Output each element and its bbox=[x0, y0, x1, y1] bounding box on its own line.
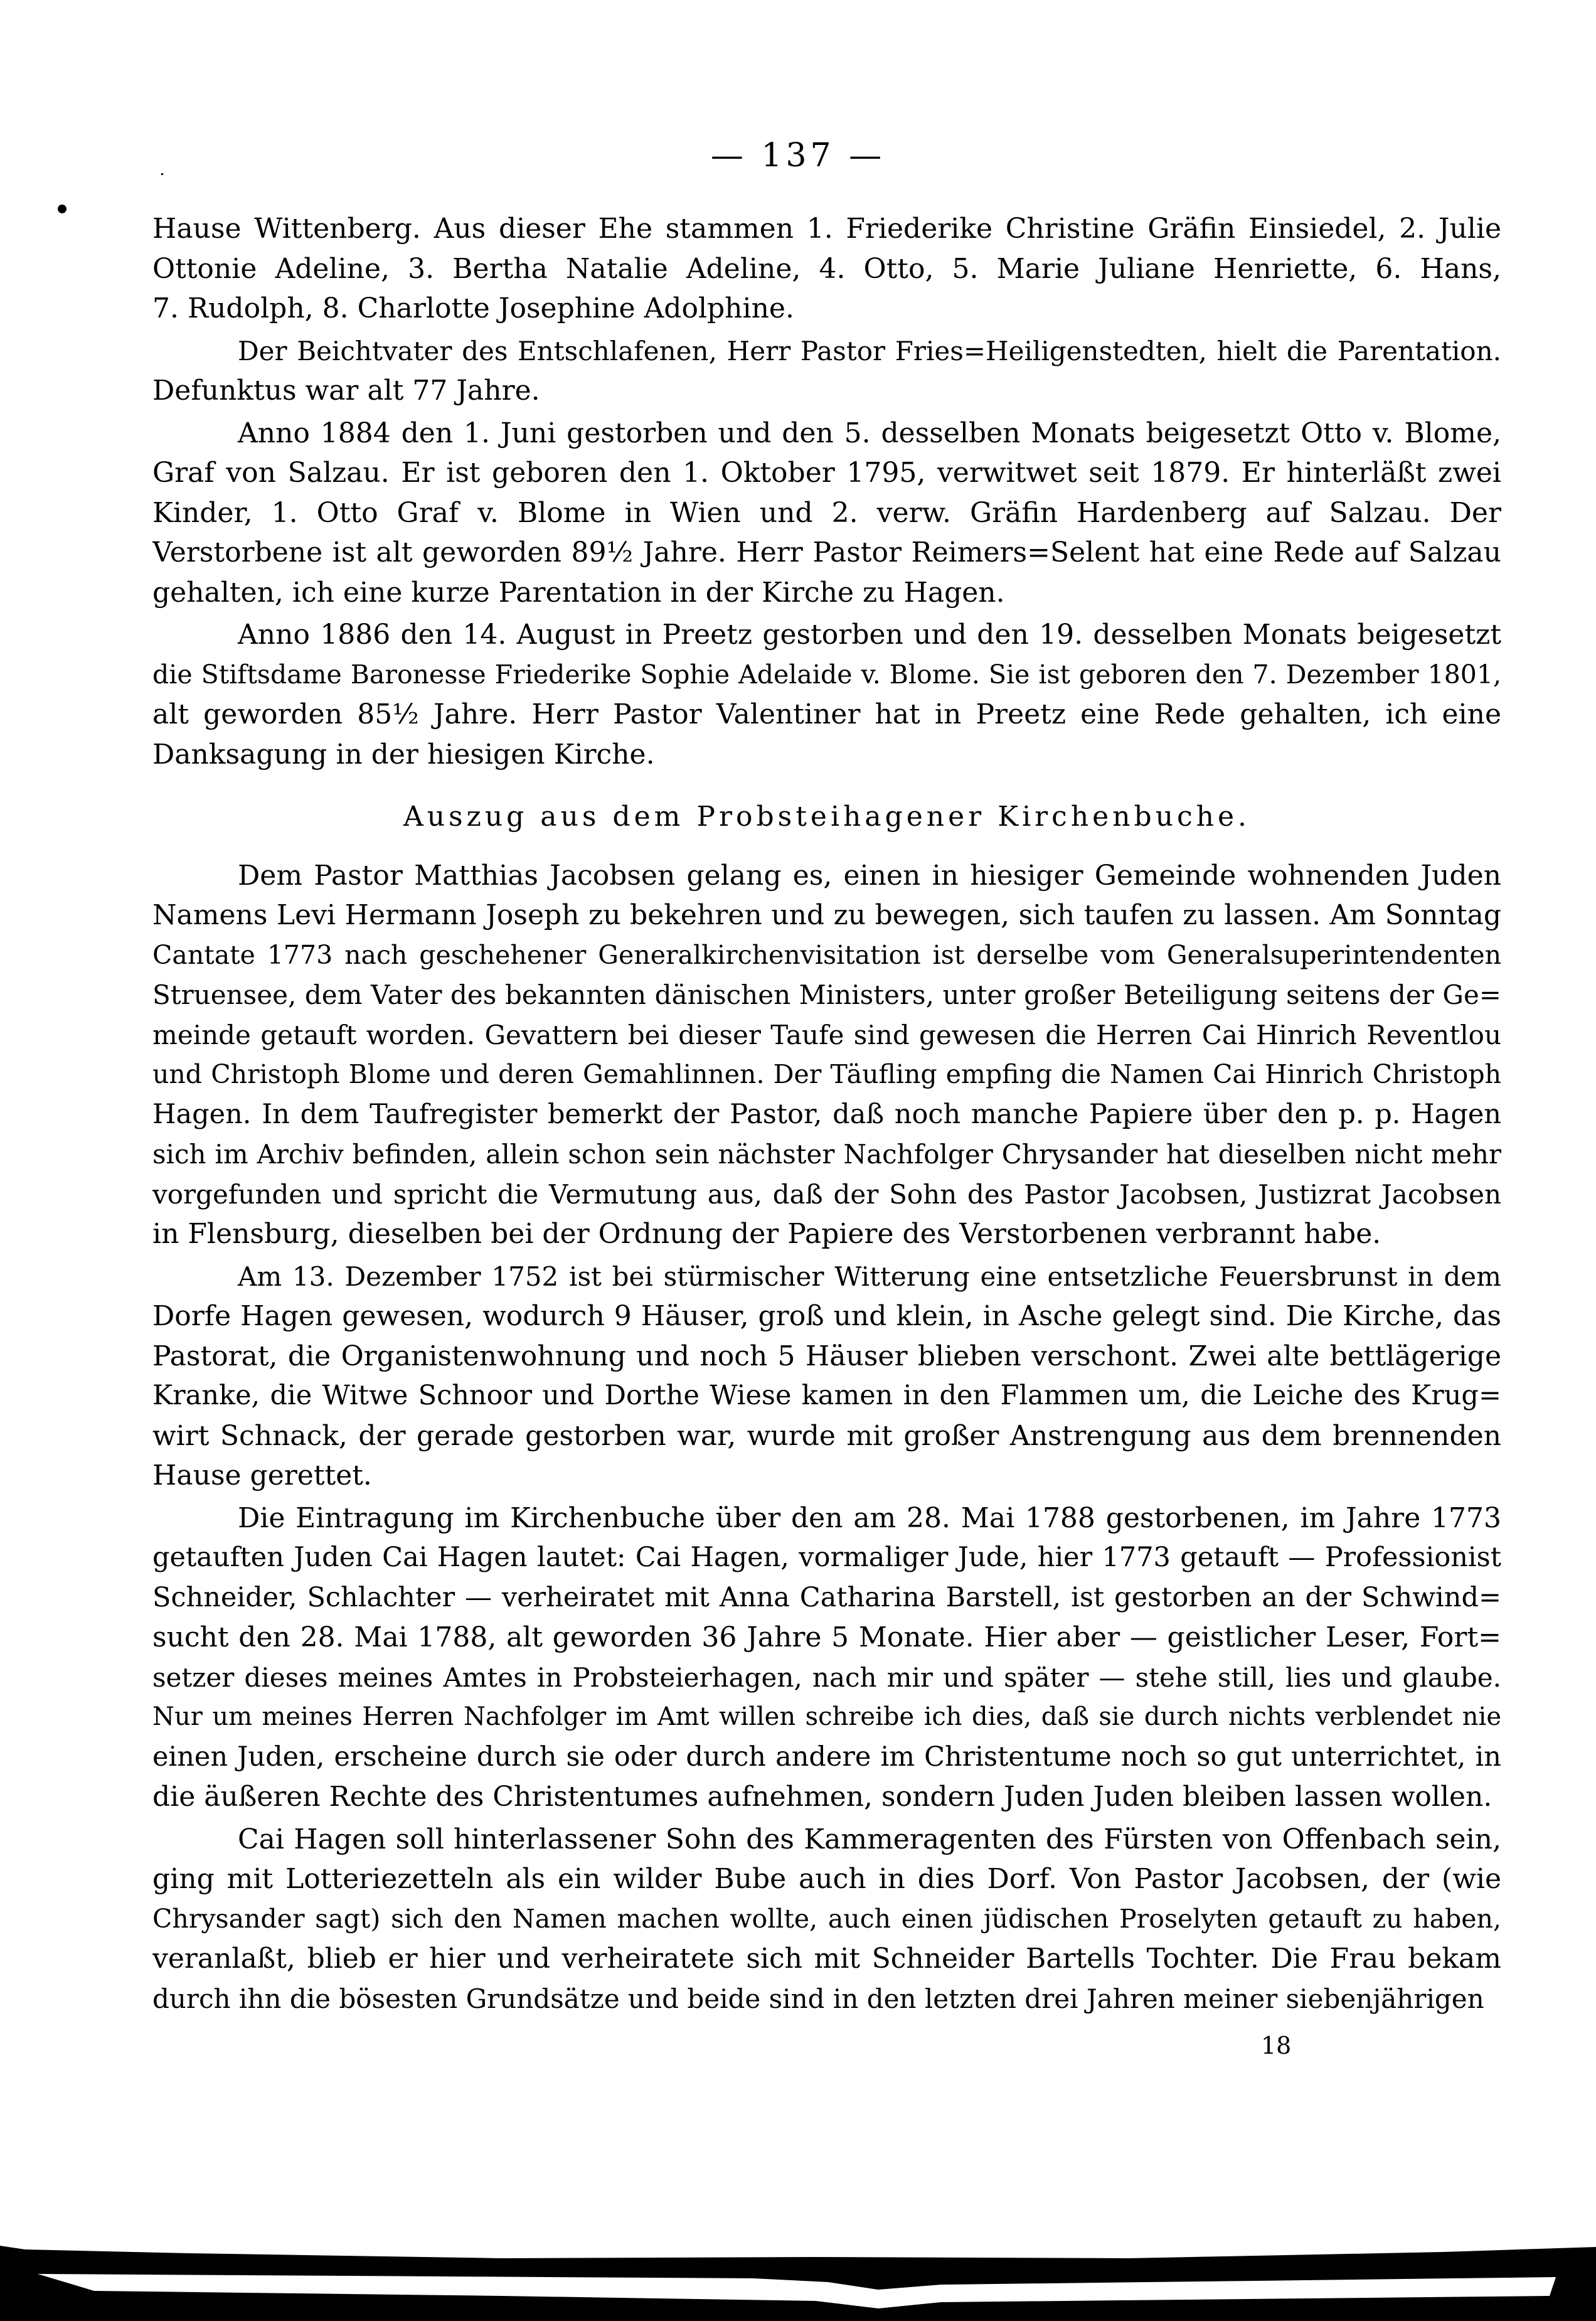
text-line: Am 13. Dezember 1752 ist bei stürmischer Witterung eine entsetzliche Feuersbrunst in dem bbox=[238, 1261, 1501, 1292]
text-line: ging mit Lotteriezetteln als ein wilder Bube auch in dies Dorf. Von Pastor Jacobsen, der (wie bbox=[152, 1863, 1501, 1895]
text-line: Hagen. In dem Taufregister bemerkt der Pastor, daß noch manche Papiere über den p. p. Hagen bbox=[152, 1098, 1501, 1130]
text-line: vorgefunden und spricht die Vermutung aus, daß der Sohn des Pastor Jacobsen, Justizrat Jacobsen bbox=[152, 1178, 1501, 1210]
paragraph bbox=[152, 1498, 1501, 1817]
text-line: Danksagung in der hiesigen Kirche. bbox=[152, 738, 655, 771]
text-line: Kinder, 1. Otto Graf v. Blome in Wien und 2. verw. Gräfin Hardenberg auf Salzau. Der bbox=[152, 496, 1501, 529]
section-heading: Auszug aus dem Probsteihagener Kirchenbuche. bbox=[403, 801, 1251, 833]
text-line: Hause gerettet. bbox=[152, 1459, 372, 1491]
paragraph bbox=[152, 331, 1501, 411]
text-line: Dorfe Hagen gewesen, wodurch 9 Häuser, groß und klein, in Asche gelegt sind. Die Kirche, das bbox=[152, 1300, 1501, 1332]
paragraph bbox=[152, 615, 1501, 774]
paragraphs-after-heading bbox=[152, 856, 1501, 2019]
signature-mark: 18 bbox=[1261, 2032, 1292, 2059]
text-line: sich im Archiv befinden, allein schon sein nächster Nachfolger Chrysander hat dieselben nicht mehr bbox=[152, 1139, 1501, 1170]
text-line: Die Eintragung im Kirchenbuche über den am 28. Mai 1788 gestorbenen, im Jahre 1773 bbox=[238, 1502, 1501, 1534]
text-line: meinde getauft worden. Gevattern bei dieser Taufe sind gewesen die Herren Cai Hinrich Reventlou bbox=[152, 1019, 1501, 1050]
text-line: einen Juden, erscheine durch sie oder durch andere im Christentume noch so gut unterrichtet, in bbox=[152, 1741, 1501, 1773]
text-line: Cantate 1773 nach geschehener Generalkirchenvisitation ist derselbe vom Generalsuperintendenten bbox=[152, 939, 1501, 970]
text-line: Struensee, dem Vater des bekannten dänischen Ministers, unter großer Beteiligung seitens der Ge= bbox=[152, 979, 1501, 1010]
text-line: Anno 1886 den 14. August in Preetz gestorben und den 19. desselben Monats beigesetzt bbox=[238, 619, 1501, 651]
text-line: alt geworden 85½ Jahre. Herr Pastor Valentiner hat in Preetz eine Rede gehalten, ich eine bbox=[152, 698, 1501, 730]
text-line: in Flensburg, dieselben bei der Ordnung der Papiere des Verstorbenen verbrannt habe. bbox=[152, 1218, 1381, 1250]
text-line: Nur um meines Herren Nachfolger im Amt willen schreibe ich dies, daß sie durch nichts verblendet nie bbox=[152, 1702, 1501, 1731]
text-line: Graf von Salzau. Er ist geboren den 1. Oktober 1795, verwitwet seit 1879. Er hinterläßt zwei bbox=[152, 457, 1501, 489]
text-line: Der Beichtvater des Entschlafenen, Herr Pastor Fries=Heiligenstedten, hielt die Parentation. bbox=[238, 335, 1501, 366]
text-line: und Christoph Blome und deren Gemahlinnen. Der Täufling empfing die Namen Cai Hinrich Christoph bbox=[152, 1059, 1501, 1089]
text-line: Verstorbene ist alt geworden 89½ Jahre. Herr Pastor Reimers=Selent hat eine Rede auf Salzau bbox=[152, 536, 1501, 568]
text-line: sucht den 28. Mai 1788, alt geworden 36 Jahre 5 Monate. Hier aber — geistlicher Leser, Fort= bbox=[152, 1621, 1501, 1653]
text-line: Chrysander sagt) sich den Namen machen wollte, auch einen jüdischen Proselyten getauft zu haben, bbox=[152, 1903, 1501, 1934]
text-line: Pastorat, die Organistenwohnung und noch 5 Häuser blieben verschont. Zwei alte bettlägerige bbox=[152, 1340, 1501, 1372]
paragraph bbox=[152, 1257, 1501, 1496]
paragraph bbox=[152, 414, 1501, 613]
text-line: Ottonie Adeline, 3. Bertha Natalie Adeline, 4. Otto, 5. Marie Juliane Henriette, 6. Hans, bbox=[152, 252, 1501, 285]
text-line: Cai Hagen soll hinterlassener Sohn des Kammeragenten des Fürsten von Offenbach sein, bbox=[238, 1823, 1501, 1855]
text-line: Schneider, Schlachter — verheiratet mit Anna Catharina Barstell, ist gestorben an der Schwind= bbox=[152, 1581, 1501, 1613]
speck bbox=[161, 173, 163, 175]
text-line: die Stiftsdame Baronesse Friederike Sophie Adelaide v. Blome. Sie ist geboren den 7. Dezember 1801, bbox=[152, 659, 1501, 690]
text-line: durch ihn die bösesten Grundsätze und beide sind in den letzten drei Jahren meiner siebenjährigen bbox=[152, 1983, 1484, 2014]
paragraphs-before-heading bbox=[152, 209, 1501, 774]
text-line: Kranke, die Witwe Schnoor und Dorthe Wiese kamen in den Flammen um, die Leiche des Krug= bbox=[152, 1380, 1501, 1411]
text-line: gehalten, ich eine kurze Parentation in der Kirche zu Hagen. bbox=[152, 576, 1005, 609]
text-line: setzer dieses meines Amtes in Probsteierhagen, nach mir und später — stehe still, lies und glaube. bbox=[152, 1662, 1501, 1693]
text-line: getauften Juden Cai Hagen lautet: Cai Hagen, vormaliger Jude, hier 1773 getauft — Professionist bbox=[152, 1542, 1501, 1573]
text-line: Anno 1884 den 1. Juni gestorben und den 5. desselben Monats beigesetzt Otto v. Blome, bbox=[238, 417, 1501, 449]
margin-dot bbox=[58, 205, 66, 213]
text-line: Namens Levi Hermann Joseph zu bekehren und zu bewegen, sich taufen zu lassen. Am Sonntag bbox=[152, 899, 1501, 931]
text-line: Hause Wittenberg. Aus dieser Ehe stammen 1. Friederike Christine Gräfin Einsiedel, 2. Julie bbox=[152, 213, 1501, 245]
paragraph bbox=[152, 209, 1501, 329]
text-line: veranlaßt, blieb er hier und verheiratete sich mit Schneider Bartells Tochter. Die Frau bekam bbox=[152, 1943, 1501, 1975]
text-line: Defunktus war alt 77 Jahre. bbox=[152, 375, 540, 407]
body-text bbox=[152, 209, 1501, 2021]
text-line: 7. Rudolph, 8. Charlotte Josephine Adolphine. bbox=[152, 292, 794, 324]
paragraph bbox=[152, 1820, 1501, 2019]
text-line: die äußeren Rechte des Christentumes aufnehmen, sondern Juden Juden bleiben lassen wollen. bbox=[152, 1781, 1492, 1813]
text-line: Dem Pastor Matthias Jacobsen gelang es, einen in hiesiger Gemeinde wohnenden Juden bbox=[238, 859, 1501, 892]
paragraph bbox=[152, 856, 1501, 1254]
text-line: wirt Schnack, der gerade gestorben war, wurde mit großer Anstrengung aus dem brennenden bbox=[152, 1419, 1501, 1452]
scan-edge-artifact bbox=[0, 2246, 1596, 2321]
page-number: — 137 — bbox=[710, 137, 886, 174]
